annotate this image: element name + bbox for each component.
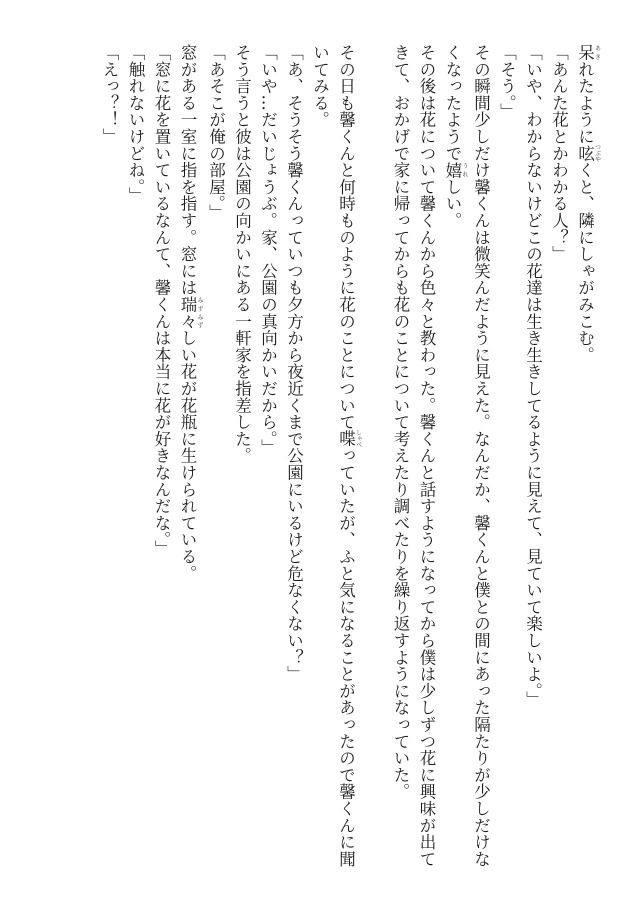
- ruby-reading: つぶや: [593, 144, 601, 163]
- ruby-reading: みずみず: [196, 296, 203, 330]
- text-segment: 「あそこが俺の部屋。」: [206, 44, 226, 221]
- text-segment: 「窓に花を置いているなんて、馨くんは本当に花が好きなんだな。」: [152, 44, 171, 557]
- text-segment: そう言うと彼は公園の向かいにある一軒家を指差した。: [232, 44, 252, 464]
- text-line: [148, 44, 174, 864]
- ruby-base: 呆: [575, 44, 595, 61]
- text-segment: その後は花について馨くんから色々と教わった。馨くんと話すようになってから僕は少しずつ花に興味が出て: [417, 44, 436, 868]
- text-segment: 「そう。」: [497, 44, 517, 120]
- ruby-reading: しゃべ: [354, 429, 362, 448]
- ruby-reading: あき: [593, 44, 601, 61]
- text-line: [546, 44, 572, 864]
- ruby-annotation: [178, 296, 203, 330]
- text-segment: 「えっ？！」: [100, 44, 119, 145]
- text-segment: 「あ、そうそう馨くんっていつも夕方から夜近くまで公園にいるけど危なくない？」: [284, 44, 304, 683]
- ruby-base: 呟: [575, 144, 595, 163]
- text-line: [520, 44, 546, 864]
- text-segment: 「あんた花とかわかる人？」: [549, 44, 569, 263]
- text-segment: いてみる。: [310, 44, 330, 128]
- text-line: [281, 44, 307, 864]
- ruby-annotation: [575, 144, 601, 163]
- text-segment: きて、おかげで家に帰ってからも花のことについて考えたり調べたりを繰り返すようになっていた。: [391, 44, 410, 800]
- text-segment: 窓がある一室に指を指す。窓には: [178, 44, 197, 296]
- text-line: [203, 44, 229, 864]
- text-line: [468, 44, 494, 868]
- text-line: [413, 44, 439, 868]
- blank-line: [361, 44, 387, 864]
- text-segment: れたように: [575, 60, 595, 145]
- text-line: [96, 44, 122, 864]
- ruby-reading: うれ: [461, 161, 468, 179]
- text-segment: しい花が花瓶に生けられている。: [178, 329, 197, 582]
- text-segment: っていたが、ふと気になることがあったので馨くんに聞: [336, 447, 356, 868]
- ruby-base: 瑞々: [178, 296, 197, 330]
- text-segment: 「いや…だいじょうぶ。家、公園の真向かいだから。」: [258, 44, 278, 456]
- text-line: [255, 44, 281, 864]
- text-line: [229, 44, 255, 864]
- vertical-text-body: [96, 44, 601, 868]
- text-segment: 「触れないけどね。」: [126, 44, 145, 204]
- text-line: [387, 44, 413, 864]
- text-line: [494, 44, 520, 864]
- text-line: [307, 44, 333, 864]
- text-line: [333, 44, 362, 868]
- text-segment: 「いや、わからないけどこの花達は生き生きしてるように見えて、見ていて楽しいよ。」: [523, 44, 543, 708]
- text-segment: くと、隣にしゃがみこむ。: [575, 161, 595, 364]
- text-line: [174, 44, 203, 864]
- text-segment: しい。: [443, 178, 462, 229]
- text-segment: その瞬間少しだけ馨くんは微笑んだように見えた。なんだか、馨くんと僕との間にあった隔たりが少しだけな: [471, 44, 491, 868]
- ruby-annotation: [443, 161, 468, 179]
- text-line: [439, 44, 468, 864]
- text-segment: その日も馨くんと何時ものように花のことについて: [336, 44, 356, 431]
- text-segment: くなったようで: [443, 44, 462, 162]
- ruby-annotation: [336, 429, 362, 448]
- ruby-base: 喋: [336, 429, 356, 448]
- text-line: [122, 44, 148, 864]
- ruby-base: 嬉: [443, 161, 462, 179]
- ruby-annotation: [575, 44, 601, 61]
- text-line: [572, 44, 601, 864]
